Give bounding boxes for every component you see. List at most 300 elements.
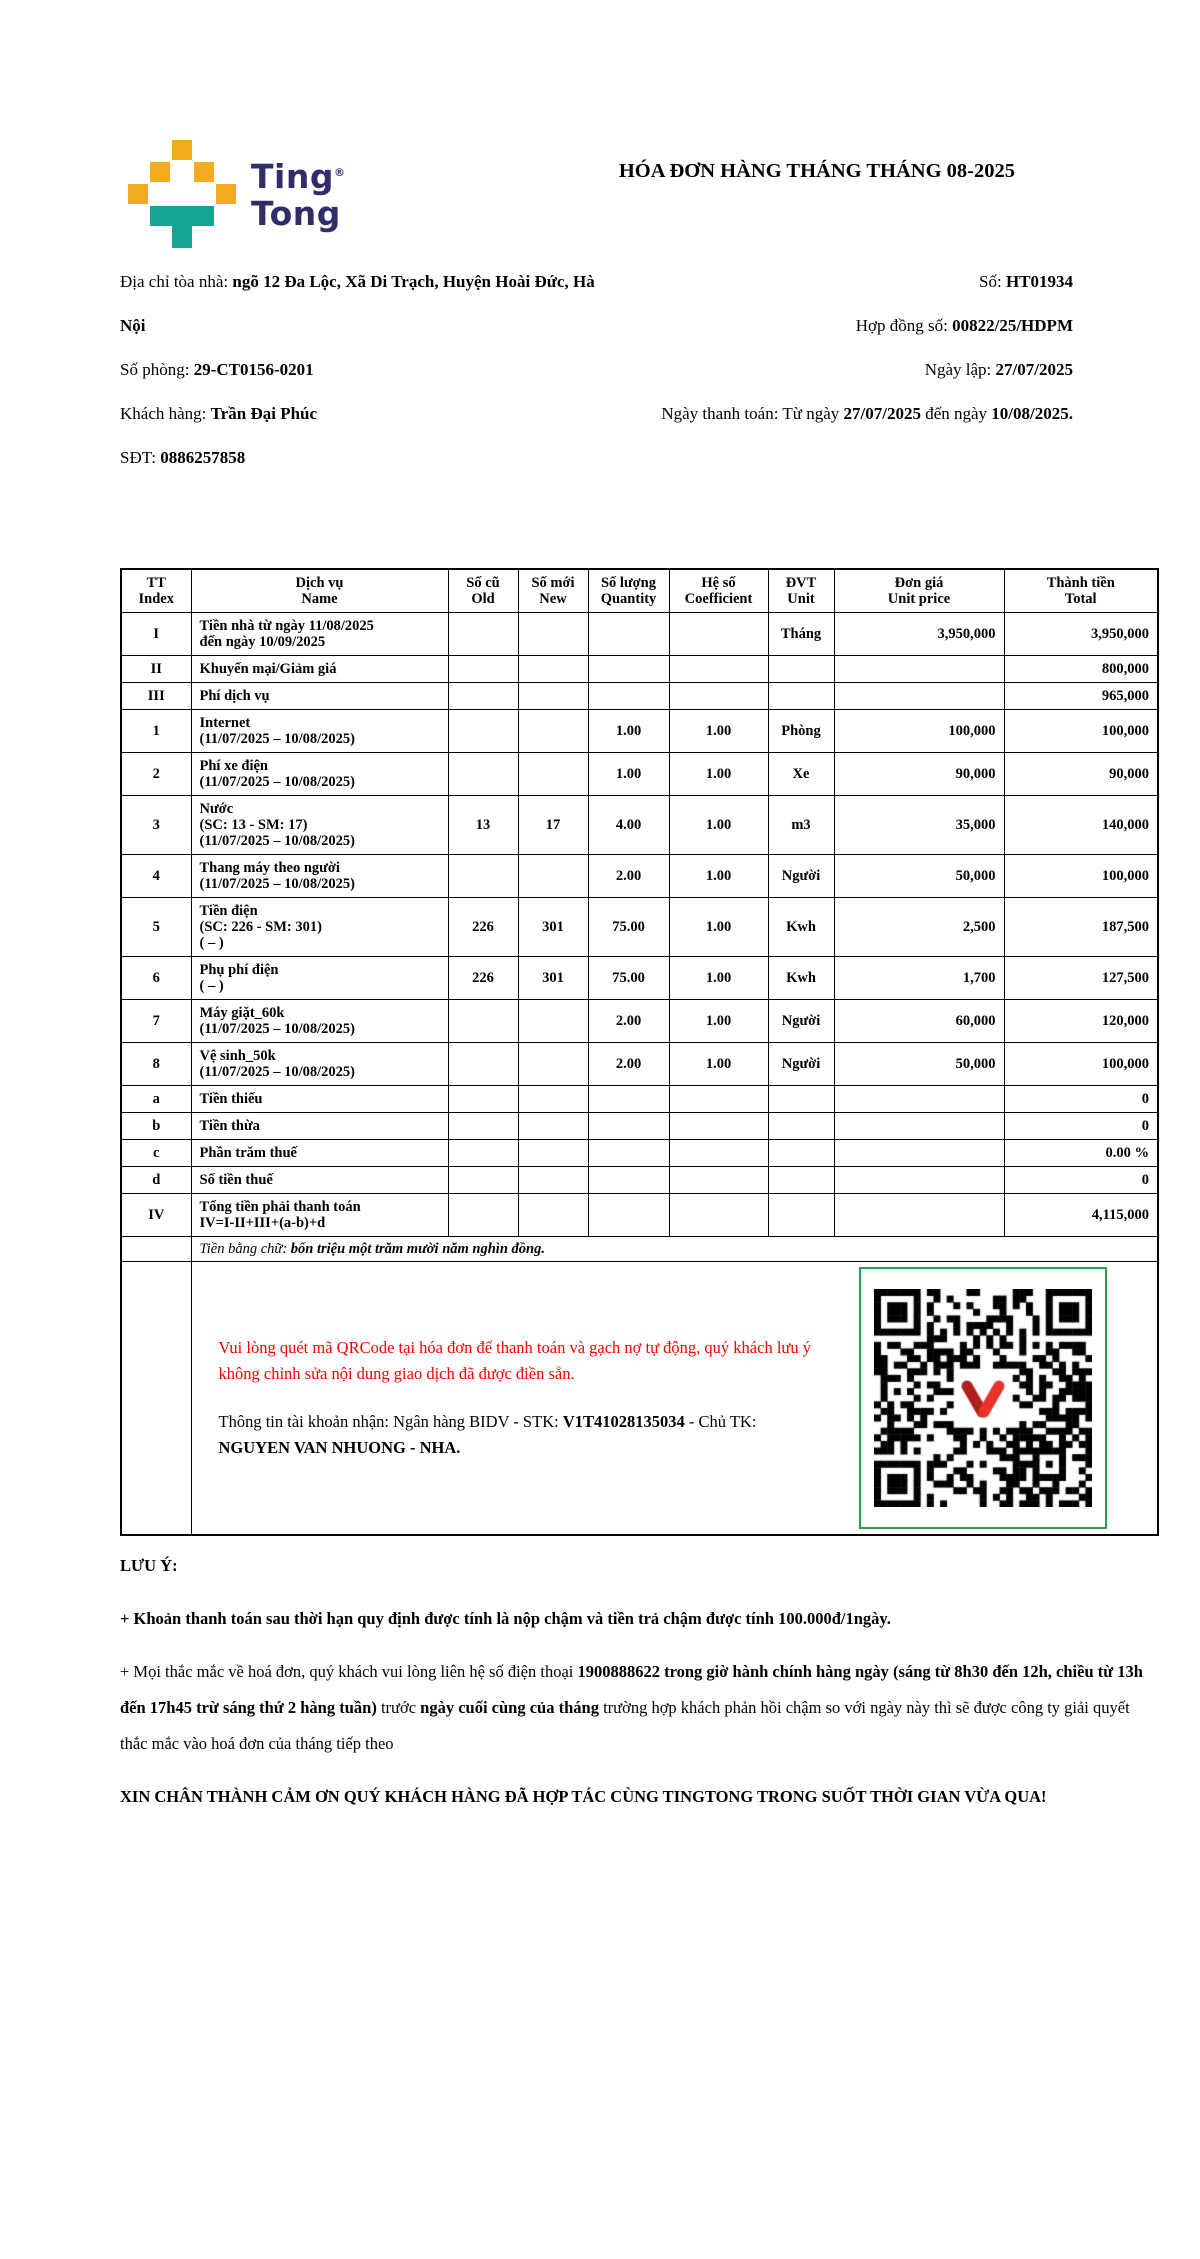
header-label-vi: Thành tiền	[1046, 575, 1115, 591]
value-text: 00822/25/HDPM	[952, 316, 1073, 335]
header-label-en: Unit price	[887, 591, 951, 607]
table-row-I	[121, 613, 1158, 656]
cell-unit-price	[834, 753, 1004, 796]
cell-index	[121, 656, 191, 683]
cell-new	[518, 1194, 588, 1237]
table-row-2	[121, 753, 1158, 796]
building-info-line-1	[120, 348, 618, 392]
cell-old	[448, 1194, 518, 1237]
cell-name	[191, 1043, 448, 1086]
logo-word-tong: Tong	[251, 194, 341, 233]
note-item-1	[120, 1654, 1160, 1762]
cell-name	[191, 683, 448, 710]
cell-line: (11/07/2025 – 10/08/2025)	[199, 1064, 355, 1080]
cell-line: Phí xe điện	[199, 758, 268, 774]
cell-total	[1004, 613, 1158, 656]
column-header-name	[191, 569, 448, 613]
cell-unit	[768, 898, 834, 957]
cell-line: Xe	[792, 766, 810, 782]
value-text: XIN CHÂN THÀNH CẢM ƠN QUÝ KHÁCH HÀNG ĐÃ HỢP TÁC CÙNG TINGTONG TRONG SUỐT THỜI GIAN VỪA QUA!	[120, 1787, 1047, 1806]
cell-unit-price	[834, 710, 1004, 753]
cell-old	[448, 683, 518, 710]
cell-line: Người	[781, 1013, 821, 1029]
cell-index	[121, 1113, 191, 1140]
cell-unit	[768, 710, 834, 753]
cell-line: 3,950,000	[1091, 626, 1149, 642]
cell-coefficient	[669, 1167, 768, 1194]
qr-code	[874, 1289, 1092, 1507]
cell-total	[1004, 1194, 1158, 1237]
cell-line: 120,000	[1101, 1013, 1149, 1029]
cell-coefficient	[669, 898, 768, 957]
registered-mark-icon: ®	[333, 166, 346, 179]
cell-line: 1.00	[705, 1013, 732, 1029]
value-text: ngày cuối cùng của tháng	[420, 1698, 599, 1717]
column-header-coefficient	[669, 569, 768, 613]
cell-line: 4,115,000	[1091, 1207, 1149, 1223]
cell-quantity	[588, 1086, 669, 1113]
cell-coefficient	[669, 1113, 768, 1140]
cell-coefficient	[669, 1194, 768, 1237]
cell-old	[448, 1140, 518, 1167]
cell-total	[1004, 957, 1158, 1000]
value-text: 27/07/2025	[995, 360, 1073, 379]
table-row-8	[121, 1043, 1158, 1086]
header-label-en: Unit	[787, 591, 815, 607]
cell-coefficient	[669, 683, 768, 710]
label-text: Địa chỉ tòa nhà:	[120, 272, 233, 291]
cell-coefficient	[669, 753, 768, 796]
header-label-en: Old	[471, 591, 495, 607]
cell-line: Máy giặt_60k	[199, 1005, 285, 1021]
cell-old	[448, 1043, 518, 1086]
invoice-meta-block	[649, 260, 1073, 436]
value-text: HT01934	[1005, 272, 1073, 291]
column-header-unit-price	[834, 569, 1004, 613]
cell-line: m3	[791, 817, 811, 833]
cell-new	[518, 613, 588, 656]
cell-unit-price	[834, 656, 1004, 683]
cell-old	[448, 710, 518, 753]
header-label-vi: Đơn giá	[894, 575, 944, 591]
cell-old	[448, 1086, 518, 1113]
label-text: Số phòng:	[120, 360, 194, 379]
cell-unit	[768, 1140, 834, 1167]
logo-pixel	[150, 162, 170, 182]
cell-line: 100,000	[1101, 1056, 1149, 1072]
cell-coefficient	[669, 710, 768, 753]
cell-line: 1.00	[615, 766, 642, 782]
value-text: Trần Đại Phúc	[210, 404, 318, 423]
empty-index-cell	[121, 1262, 191, 1536]
cell-unit-price	[834, 855, 1004, 898]
invoice-meta-line-2	[649, 348, 1073, 392]
cell-line: 3	[152, 817, 160, 833]
cell-name	[191, 796, 448, 855]
cell-quantity	[588, 613, 669, 656]
cell-line: Khuyến mại/Giảm giá	[199, 661, 337, 677]
cell-line: (11/07/2025 – 10/08/2025)	[199, 774, 355, 790]
cell-line: Tiền thiếu	[199, 1091, 263, 1107]
cell-line: 965,000	[1101, 688, 1149, 704]
cell-name	[191, 1140, 448, 1167]
cell-unit	[768, 1000, 834, 1043]
cell-index	[121, 710, 191, 753]
cell-quantity	[588, 1000, 669, 1043]
cell-unit-price	[834, 898, 1004, 957]
cell-line: c	[153, 1145, 160, 1161]
cell-unit	[768, 957, 834, 1000]
cell-unit-price	[834, 1086, 1004, 1113]
value-text: 29-CT0156-0201	[193, 360, 314, 379]
qr-code-frame	[859, 1267, 1107, 1529]
cell-new	[518, 1140, 588, 1167]
cell-line: (11/07/2025 – 10/08/2025)	[199, 833, 355, 849]
cell-new	[518, 1086, 588, 1113]
cell-unit	[768, 796, 834, 855]
label-text: trường hợp khách phản hồi chậm so với ngày này thì sẽ được công ty giải quyết thắc mắc vào hoá đơn của tháng tiếp theo	[120, 1698, 1130, 1753]
cell-line: IV	[148, 1207, 165, 1223]
invoice-meta-line-3	[649, 392, 1073, 436]
cell-unit-price	[834, 1043, 1004, 1086]
header-label-vi: Dịch vụ	[295, 575, 344, 591]
cell-new	[518, 855, 588, 898]
header-label-en: Name	[301, 591, 338, 607]
label-text: - Chủ TK:	[684, 1412, 757, 1431]
cell-name	[191, 1194, 448, 1237]
cell-quantity	[588, 1113, 669, 1140]
column-header-total	[1004, 569, 1158, 613]
cell-line: 1.00	[705, 723, 732, 739]
cell-unit-price	[834, 1167, 1004, 1194]
label-text: Số:	[979, 272, 1006, 291]
tingtong-logo-icon	[128, 140, 236, 248]
cell-index	[121, 1167, 191, 1194]
cell-line: 1.00	[705, 868, 732, 884]
table-row-1	[121, 710, 1158, 753]
cell-line: 60,000	[955, 1013, 996, 1029]
cell-old	[448, 796, 518, 855]
payment-cell	[191, 1262, 1158, 1536]
column-header-unit	[768, 569, 834, 613]
cell-new	[518, 1113, 588, 1140]
cell-new	[518, 957, 588, 1000]
cell-new	[518, 656, 588, 683]
cell-old	[448, 656, 518, 683]
cell-index	[121, 898, 191, 957]
cell-total	[1004, 855, 1158, 898]
table-row-4	[121, 855, 1158, 898]
cell-coefficient	[669, 1000, 768, 1043]
cell-line: 13	[475, 817, 491, 833]
cell-line: 0	[1141, 1172, 1149, 1188]
cell-line: 1.00	[705, 1056, 732, 1072]
table-row-6	[121, 957, 1158, 1000]
building-info-block	[120, 260, 618, 480]
label-text: Khách hàng:	[120, 404, 211, 423]
column-header-index	[121, 569, 191, 613]
cell-new	[518, 898, 588, 957]
cell-total	[1004, 1167, 1158, 1194]
header-label-en: Quantity	[600, 591, 657, 607]
empty-index-cell	[121, 1237, 191, 1262]
cell-line: 0.00 %	[1105, 1145, 1149, 1161]
cell-old	[448, 1000, 518, 1043]
cell-coefficient	[669, 796, 768, 855]
cell-new	[518, 796, 588, 855]
cell-quantity	[588, 1140, 669, 1167]
cell-name	[191, 613, 448, 656]
cell-line: 90,000	[1109, 766, 1149, 782]
table-row-7	[121, 1000, 1158, 1043]
logo-pixel	[128, 184, 148, 204]
table-row-II	[121, 656, 1158, 683]
cell-old	[448, 1113, 518, 1140]
cell-line: Số tiền thuế	[199, 1172, 273, 1188]
cell-line: 1,700	[962, 970, 996, 986]
cell-total	[1004, 796, 1158, 855]
table-row-III	[121, 683, 1158, 710]
cell-unit	[768, 1113, 834, 1140]
cell-unit	[768, 1167, 834, 1194]
note-item-0	[120, 1601, 1160, 1637]
value-text: 1900888622 trong giờ hành chính hàng ngày (sáng từ 8h30 đến 12h, chiều từ 13h đến 17h45 trừ sáng thứ 2 hàng tuần)	[120, 1662, 1143, 1717]
header-label-vi: ĐVT	[785, 575, 817, 591]
label-text: + Mọi thắc mắc về hoá đơn, quý khách vui lòng liên hệ số điện thoại	[120, 1662, 578, 1681]
cell-coefficient	[669, 1086, 768, 1113]
logo-pixel	[194, 162, 214, 182]
cell-old	[448, 1167, 518, 1194]
cell-total	[1004, 898, 1158, 957]
cell-new	[518, 753, 588, 796]
value-text: 0886257858	[160, 448, 246, 467]
cell-line: 50,000	[955, 868, 996, 884]
cell-line: 75.00	[612, 919, 645, 935]
cell-line: 226	[472, 919, 494, 935]
cell-total	[1004, 753, 1158, 796]
table-header-row	[121, 569, 1158, 613]
cell-line: (11/07/2025 – 10/08/2025)	[199, 731, 355, 747]
cell-line: Nước	[199, 801, 234, 817]
cell-quantity	[588, 753, 669, 796]
cell-line: 1.00	[705, 970, 732, 986]
header-label-vi: Hệ số	[701, 575, 736, 591]
header-label-vi: Số cũ	[466, 575, 500, 591]
payment-text-block	[219, 1335, 831, 1461]
cell-line: 2.00	[615, 1056, 642, 1072]
cell-quantity	[588, 796, 669, 855]
value-text: NGUYEN VAN NHUONG - NHA.	[218, 1438, 461, 1457]
table-row-c	[121, 1140, 1158, 1167]
cell-line: b	[152, 1118, 161, 1134]
cell-line: 1	[152, 723, 160, 739]
cell-line: Kwh	[786, 970, 816, 986]
bank-account-text	[219, 1409, 831, 1461]
column-header-old	[448, 569, 518, 613]
cell-coefficient	[669, 613, 768, 656]
table-row-5	[121, 898, 1158, 957]
logo-word-ting: Ting®	[251, 157, 346, 196]
cell-line: Tiền nhà từ ngày 11/08/2025	[199, 618, 374, 634]
cell-line: d	[152, 1172, 161, 1188]
label-text: Tiền bằng chữ:	[199, 1241, 291, 1257]
cell-total	[1004, 1113, 1158, 1140]
cell-line: (11/07/2025 – 10/08/2025)	[199, 1021, 355, 1037]
cell-line: Tháng	[780, 626, 822, 642]
tingtong-logo-wordmark	[251, 154, 345, 232]
building-info-line-3	[120, 436, 618, 480]
cell-index	[121, 1043, 191, 1086]
cell-line: ( – )	[199, 978, 224, 994]
cell-quantity	[588, 1167, 669, 1194]
services-table	[120, 568, 1159, 1536]
cell-quantity	[588, 1043, 669, 1086]
footer-notes	[120, 1548, 1160, 1832]
value-text: 10/08/2025.	[991, 404, 1073, 423]
cell-line: 1.00	[705, 766, 732, 782]
cell-coefficient	[669, 656, 768, 683]
cell-name	[191, 710, 448, 753]
cell-unit-price	[834, 1194, 1004, 1237]
cell-quantity	[588, 898, 669, 957]
cell-name	[191, 957, 448, 1000]
cell-index	[121, 1194, 191, 1237]
cell-quantity	[588, 710, 669, 753]
cell-coefficient	[669, 1043, 768, 1086]
logo-pixel	[172, 140, 192, 160]
cell-line: 7	[152, 1013, 160, 1029]
value-text: 27/07/2025	[843, 404, 921, 423]
cell-line: 301	[542, 919, 564, 935]
cell-old	[448, 957, 518, 1000]
label-text: Ngày thanh toán: Từ ngày	[661, 404, 844, 423]
cell-unit-price	[834, 1113, 1004, 1140]
cell-line: 1.00	[705, 919, 732, 935]
building-info-line-2	[120, 392, 618, 436]
header-label-en: Index	[138, 591, 174, 607]
cell-index	[121, 1000, 191, 1043]
cell-line: 226	[472, 970, 494, 986]
payment-qr-row	[121, 1262, 1158, 1536]
cell-old	[448, 753, 518, 796]
payment-content	[192, 1262, 1158, 1534]
cell-total	[1004, 683, 1158, 710]
cell-name	[191, 656, 448, 683]
tingtong-logo	[128, 140, 345, 248]
cell-line: 301	[542, 970, 564, 986]
cell-total	[1004, 1086, 1158, 1113]
value-text: + Khoản thanh toán sau thời hạn quy định được tính là nộp chậm và tiền trả chậm được tính 100.000đ/1ngày.	[120, 1609, 891, 1628]
cell-line: 4	[152, 868, 160, 884]
cell-unit	[768, 753, 834, 796]
cell-line: Kwh	[786, 919, 816, 935]
cell-coefficient	[669, 1140, 768, 1167]
cell-name	[191, 1113, 448, 1140]
cell-unit	[768, 613, 834, 656]
cell-line: a	[152, 1091, 160, 1107]
table-row-3	[121, 796, 1158, 855]
cell-name	[191, 855, 448, 898]
header-label-en: New	[539, 591, 567, 607]
label-text: SĐT:	[120, 448, 161, 467]
cell-unit-price	[834, 1000, 1004, 1043]
cell-name	[191, 753, 448, 796]
cell-line: 127,500	[1101, 970, 1149, 986]
cell-line: 2	[152, 766, 160, 782]
cell-line: 50,000	[955, 1056, 996, 1072]
cell-line: IV=I-II+III+(a-b)+d	[199, 1215, 326, 1231]
cell-unit-price	[834, 796, 1004, 855]
cell-line: Tổng tiền phải thanh toán	[199, 1199, 361, 1215]
table-row-b	[121, 1113, 1158, 1140]
cell-line: 35,000	[955, 817, 996, 833]
cell-name	[191, 1167, 448, 1194]
cell-unit	[768, 1086, 834, 1113]
cell-line: II	[150, 661, 162, 677]
building-info-line-0	[120, 260, 618, 348]
cell-line: 187,500	[1101, 919, 1149, 935]
cell-total	[1004, 1140, 1158, 1167]
cell-old	[448, 613, 518, 656]
cell-line: 2,500	[962, 919, 996, 935]
logo-bar	[150, 206, 214, 226]
cell-new	[518, 710, 588, 753]
cell-line: Thang máy theo người	[199, 860, 340, 876]
value-text: bốn triệu một trăm mười năm nghìn đồng.	[290, 1241, 545, 1257]
label-text: trước	[376, 1698, 421, 1717]
cell-line: 6	[152, 970, 160, 986]
cell-total	[1004, 1000, 1158, 1043]
cell-index	[121, 683, 191, 710]
cell-quantity	[588, 1194, 669, 1237]
cell-index	[121, 957, 191, 1000]
cell-old	[448, 855, 518, 898]
cell-coefficient	[669, 855, 768, 898]
header-label-vi: Số mới	[531, 575, 575, 591]
header-label-en: Total	[1064, 591, 1097, 607]
cell-total	[1004, 710, 1158, 753]
cell-quantity	[588, 656, 669, 683]
invoice-title: HÓA ĐƠN HÀNG THÁNG THÁNG 08-2025	[618, 160, 1015, 182]
cell-line: Internet	[199, 715, 251, 731]
invoice-meta-line-1	[649, 304, 1073, 348]
cell-unit-price	[834, 683, 1004, 710]
cell-name	[191, 898, 448, 957]
column-header-new	[518, 569, 588, 613]
cell-line: Tiền điện	[199, 903, 258, 919]
cell-index	[121, 1086, 191, 1113]
cell-new	[518, 683, 588, 710]
cell-line: 2.00	[615, 868, 642, 884]
cell-line: 1.00	[615, 723, 642, 739]
cell-coefficient	[669, 957, 768, 1000]
cell-line: 0	[1141, 1118, 1149, 1134]
cell-line: Người	[781, 868, 821, 884]
label-text: Hợp đồng số:	[855, 316, 953, 335]
cell-line: (SC: 226 - SM: 301)	[199, 919, 322, 935]
qr-instruction-text: Vui lòng quét mã QRCode tại hóa đơn để thanh toán và gạch nợ tự động, quý khách lưu ý không chỉnh sửa nội dung giao dịch đã được điền sẵn.	[218, 1338, 811, 1383]
cell-line: Người	[781, 1056, 821, 1072]
cell-line: 100,000	[948, 723, 996, 739]
cell-line: 90,000	[955, 766, 996, 782]
cell-index	[121, 753, 191, 796]
cell-line: Vệ sinh_50k	[199, 1048, 276, 1064]
cell-total	[1004, 656, 1158, 683]
value-text: ngõ 12 Đa Lộc, Xã Di Trạch, Huyện Hoài Đức, Hà Nội	[120, 272, 595, 335]
cell-line: Phần trăm thuế	[199, 1145, 297, 1161]
cell-line: 75.00	[612, 970, 645, 986]
notes-heading: LƯU Ý:	[120, 1556, 178, 1575]
